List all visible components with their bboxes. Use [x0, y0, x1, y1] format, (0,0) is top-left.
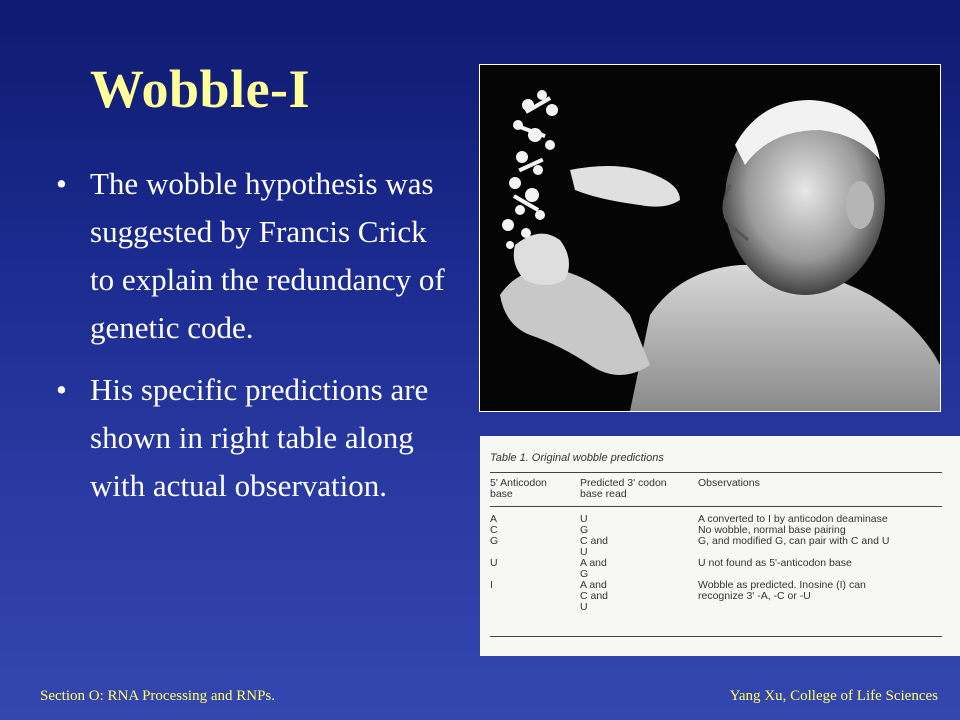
- wobble-predictions-table: [480, 436, 960, 656]
- francis-crick-photo: [479, 64, 941, 412]
- header-codon: Predicted 3' codon base read: [580, 477, 667, 500]
- table-caption: Table 1. Original wobble predictions: [490, 452, 664, 464]
- bullet-item: [56, 366, 451, 510]
- table-rule-bottom: [490, 636, 942, 637]
- bullet-item: [56, 160, 451, 352]
- codon-column: U G C and U A and G A and C and U: [580, 513, 609, 613]
- footer-section: Section O: RNA Processing and RNPs.: [40, 688, 276, 704]
- bullet-icon: •: [56, 372, 67, 407]
- table-rule-top: [490, 472, 942, 473]
- footer-author: Yang Xu, College of Life Sciences: [729, 688, 938, 704]
- bullet-icon: •: [56, 166, 67, 201]
- portrait-illustration: [480, 65, 940, 411]
- header-anticodon: 5' Anticodon base: [490, 477, 547, 500]
- anticodon-column: A C G U I: [490, 513, 499, 591]
- observations-column: A converted to I by anticodon deaminase No wobble, normal base pairing G, and modified G, can pair with C and U U not found as 5'-anticodon base Wobble as predicted. Inosine (I) can recognize 3' -A, -C or -U: [698, 513, 890, 602]
- bullet-list: [56, 160, 451, 524]
- bullet-text: The wobble hypothesis was suggested by Francis Crick to explain the redundancy of genetic code.: [90, 166, 445, 345]
- table-rule-header: [490, 506, 942, 507]
- header-observations: Observations: [698, 477, 760, 489]
- bullet-text: His specific predictions are shown in right table along with actual observation.: [90, 372, 429, 503]
- slide-title: Wobble-I: [90, 59, 311, 119]
